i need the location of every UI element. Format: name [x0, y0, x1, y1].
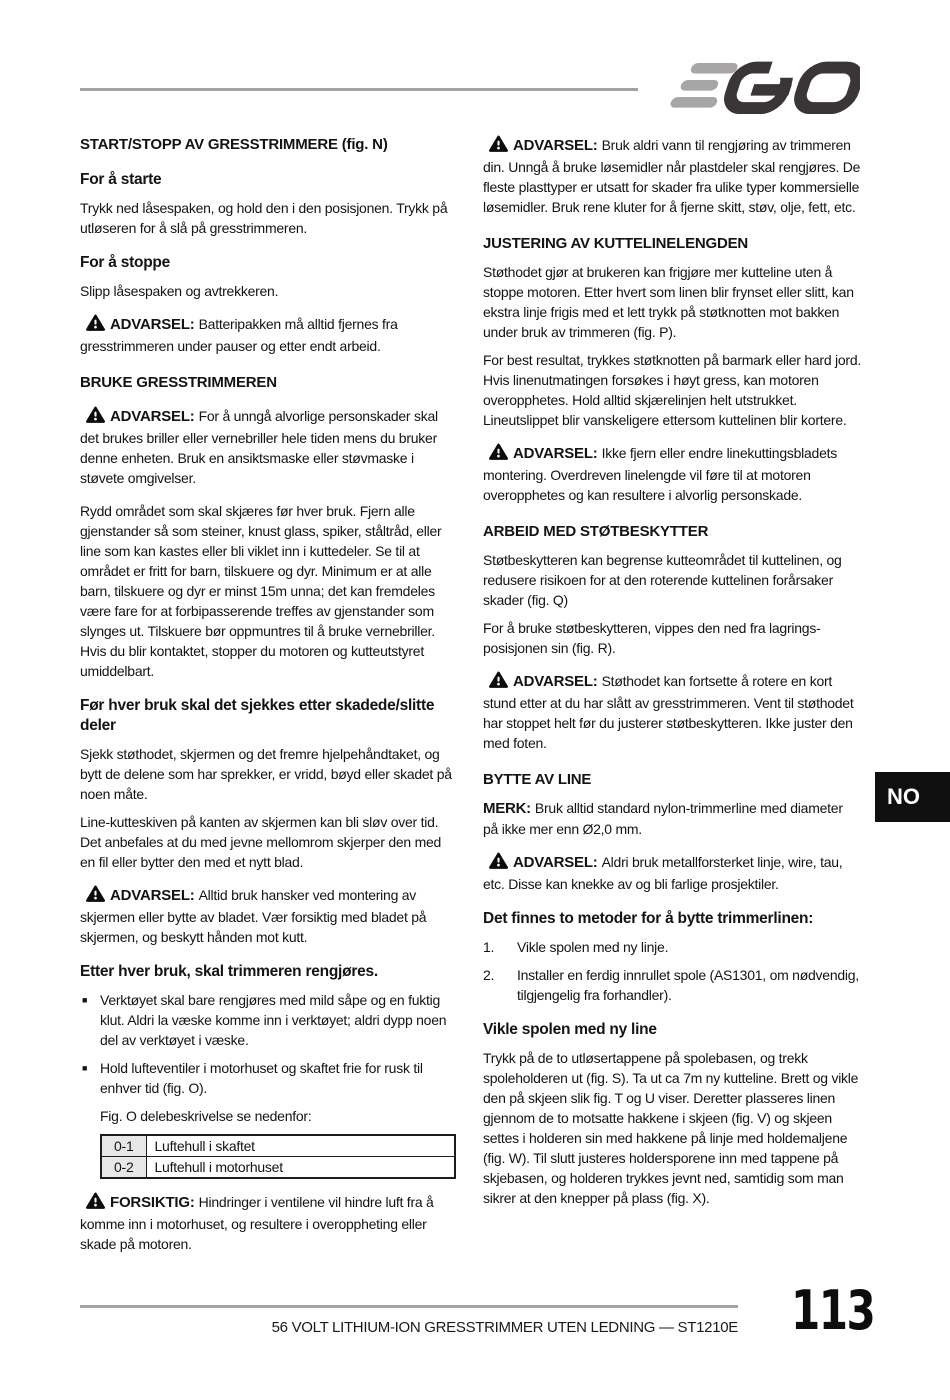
warning-metal-line [483, 852, 861, 894]
paragraph-guard-2: For å bruke støtbeskytteren, vippes den ned fra lagrings-posisjonen sin (fig. R). [483, 620, 821, 656]
ego-logo-icon [648, 58, 860, 114]
warning-text: Alltid bruk hansker ved montering av skjermen eller bytte av bladet. Vær forsiktig med bladet på skjermen, og beskytt hånden mot kutt. [80, 887, 427, 945]
table-row [101, 1135, 455, 1157]
part-desc-cell: Luftehull i skaftet [146, 1135, 455, 1157]
warning-triangle-icon [489, 443, 508, 465]
heading-wind-spool: Vikle spolen med ny line [483, 1021, 657, 1038]
page-number: 113 [791, 1279, 875, 1342]
cleaning-bullet-list [80, 990, 458, 1098]
warning-text: Støthodet kan fortsette å rotere en kort stund etter at du har slått av gresstrimmeren. Vent til støthodet har stoppet helt før du justerer støtbeskytteren. Ikke juster den med foten. [483, 673, 854, 751]
warning-triangle-icon [86, 406, 105, 428]
caution-label: FORSIKTIG: [110, 1194, 195, 1211]
heading-two-methods: Det finnes to metoder for å bytte trimmerlinen: [483, 910, 814, 927]
figure-o-caption: Fig. O delebeskrivelse se nedenfor: [100, 1108, 312, 1124]
list-item [483, 937, 861, 957]
paragraph-clear-area: Rydd området som skal skjæres før hver bruk. Fjern alle gjenstander så som steiner, knust glass, spiker, ståltråd, eller line som kan kastes eller bli viklet inn i kuttedeler. Se til at området er fritt for barn, tilskuere og dyr. Minimum er at alle barn, tilskuere og dyr er minst 15m unna; det kan fremdeles være fare for at forbipasserende treffes av gjenstander som slynges ut. Tilskuere bør oppmuntres til å bruke vernebriller. Hvis du blir kontaktet, stopper du motoren og kutteutstyret umiddelbart. [80, 503, 442, 679]
part-desc-cell: Luftehull i motorhuset [146, 1157, 455, 1179]
paragraph-bump-2: For best resultat, trykkes støtknotten på barmark eller hard jord. Hvis linenutmatingen forsøkes i høyt gress, kan motoren overopphetes. Hold alltid skjærelinjen helt utstrukket. Lineutslippet blir vanskeligere ettersom kuttelinen blir kortere. [483, 352, 861, 428]
left-column [80, 135, 458, 1267]
header-rule [80, 88, 638, 91]
paragraph-bump-1: Støthodet gjør at brukeren kan frigjøre mer kutteline uten å stoppe motoren. Etter hvert som linen blir frynset eller slitt, kan ekstra linje frigis med et lett trykk på støtknotten mot bakken under bruk av trimmeren (fig. P). [483, 264, 854, 340]
warning-text: For å unngå alvorlige personskader skal det brukes briller eller vernebriller hele tiden mens du bruker denne enheten. Bruk en ansiktsmaske eller støvmaske i støvete omgivelser. [80, 408, 438, 486]
caution-vents [80, 1192, 458, 1254]
warning-label: ADVARSEL: [110, 887, 195, 904]
note-line-diameter [483, 798, 861, 839]
step-number: 1. [483, 939, 495, 955]
warning-label: ADVARSEL: [110, 408, 195, 425]
section-title-stotbeskytter: ARBEID MED STØTBESKYTTER [483, 523, 709, 540]
step-text: Installer en ferdig innrullet spole (AS1301, om nødvendig, tilgjengelig fra forhandler). [517, 967, 859, 1003]
paragraph-start: Trykk ned låsespaken, og hold den i den posisjonen. Trykk på utløseren for å slå på gresstrimmeren. [80, 200, 448, 236]
warning-text: Bruk aldri vann til rengjøring av trimmeren din. Unngå å bruke løsemidler når plastdeler skal rengjøres. De fleste plasttyper er utsatt for skader fra ulike typer kommersielle løsemidler. Bruk rene kluter for å fjerne skitt, støv, olje, fett, etc. [483, 137, 861, 215]
replace-line-steps [483, 937, 861, 1005]
ego-logo [648, 58, 860, 114]
note-text: Bruk alltid standard nylon-trimmerline med diameter på ikke mer enn Ø2,0 mm. [483, 800, 843, 837]
warning-triangle-icon [489, 135, 508, 157]
bullet-item: ■ Hold lufteventiler i motorhuset og skaftet frie for rusk til enhver tid (fig. O). [80, 1058, 458, 1098]
heading-for-a-starte: For å starte [80, 171, 162, 188]
part-number-cell: 0-2 [101, 1157, 146, 1179]
warning-label: ADVARSEL: [110, 316, 195, 333]
warning-triangle-icon [489, 671, 508, 693]
list-item [483, 965, 861, 1005]
warning-gloves [80, 885, 458, 947]
part-number-cell: 0-1 [101, 1135, 146, 1157]
warning-battery [80, 314, 458, 356]
paragraph-wind-spool: Trykk på de to utløsertappene på spolebasen, og trekk spoleholderen ut (fig. S). Ta ut ca 7m ny kutteline. Brett og vikle den på skjeen slik fig. T og U viser. Deretter plasseres linen gjennom de to motsatte hakkene i skjeen (fig. V) og skjeen settes i holderen sin med hakkene på linje med holdemaljene (fig. W). Til slutt justeres holdersporene inn med tappene på skjebasen, og holderen trykkes jevnt ned, samtidig som man sikrer at den knepper på plass (fig. X). [483, 1050, 859, 1206]
warning-text: Ikke fjern eller endre linekuttingsbladets montering. Overdreven linelengde vil føre til at motoren overopphetes og kan resultere i alvorlig personskade. [483, 445, 838, 503]
bullet-item: ■ Verktøyet skal bare rengjøres med mild såpe og en fuktig klut. Aldri la væske komme inn i verktøyet; aldri dypp noen del av verktøyet i væske. [80, 990, 458, 1050]
paragraph-guard-1: Støtbeskytteren kan begrense kutteområdet til kuttelinen, og redusere risikoen for at den roterende kuttelinen forårsaker skader (fig. Q) [483, 552, 842, 608]
warning-rotate [483, 671, 861, 753]
warning-triangle-icon [489, 852, 508, 874]
warning-label: ADVARSEL: [513, 673, 598, 690]
paragraph-stop: Slipp låsespaken og avtrekkeren. [80, 283, 279, 299]
language-tab-no: NO [875, 772, 950, 822]
heading-check-parts: Før hver bruk skal det sjekkes etter skadede/slitte deler [80, 697, 435, 734]
note-label: MERK: [483, 800, 531, 817]
paragraph-check-1: Sjekk støthodet, skjermen og det fremre hjelpehåndtaket, og bytt de delene som har sprekker, er vridd, bøyd eller skadet på noen måte. [80, 746, 452, 802]
section-title-bytte-av-line: BYTTE AV LINE [483, 771, 592, 788]
warning-triangle-icon [86, 1192, 105, 1214]
warning-label: ADVARSEL: [513, 445, 598, 462]
warning-glasses [80, 406, 458, 488]
warning-water [483, 135, 861, 217]
warning-triangle-icon [86, 314, 105, 336]
paragraph-check-2: Line-kutteskiven på kanten av skjermen kan bli sløv over tid. Det anbefales at du med jevne mellomrom skjerper den med en fil eller bytter den med et nytt blad. [80, 814, 442, 870]
table-row [101, 1157, 455, 1179]
warning-label: ADVARSEL: [513, 137, 598, 154]
warning-triangle-icon [86, 885, 105, 907]
step-number: 2. [483, 967, 495, 983]
warning-label: ADVARSEL: [513, 854, 598, 871]
footer-rule [80, 1305, 738, 1308]
caution-text: Hindringer i ventilene vil hindre luft fra å komme inn i motorhuset, og resultere i overoppheting eller skade på motoren. [80, 1194, 434, 1252]
warning-blade [483, 443, 861, 505]
footer-product-line: 56 VOLT LITHIUM-ION GRESSTRIMMER UTEN LEDNING — ST1210E [271, 1319, 738, 1336]
warning-text: Batteripakken må alltid fjernes fra gresstrimmeren under pauser og etter endt arbeid. [80, 316, 398, 354]
section-title-justering: JUSTERING AV KUTTELINELENGDEN [483, 235, 749, 252]
section-title-bruke: BRUKE GRESSTRIMMEREN [80, 374, 277, 391]
step-text: Vikle spolen med ny linje. [517, 939, 669, 955]
parts-table [100, 1134, 456, 1179]
heading-clean-after-use: Etter hver bruk, skal trimmeren rengjøres. [80, 963, 378, 980]
heading-for-a-stoppe: For å stoppe [80, 254, 171, 271]
right-column [483, 135, 861, 1216]
warning-text: Aldri bruk metallforsterket linje, wire, tau, etc. Disse kan knekke av og bli farlige prosjektiler. [483, 854, 843, 892]
section-title-start-stop: START/STOPP AV GRESSTRIMMERE (fig. N) [80, 136, 388, 153]
